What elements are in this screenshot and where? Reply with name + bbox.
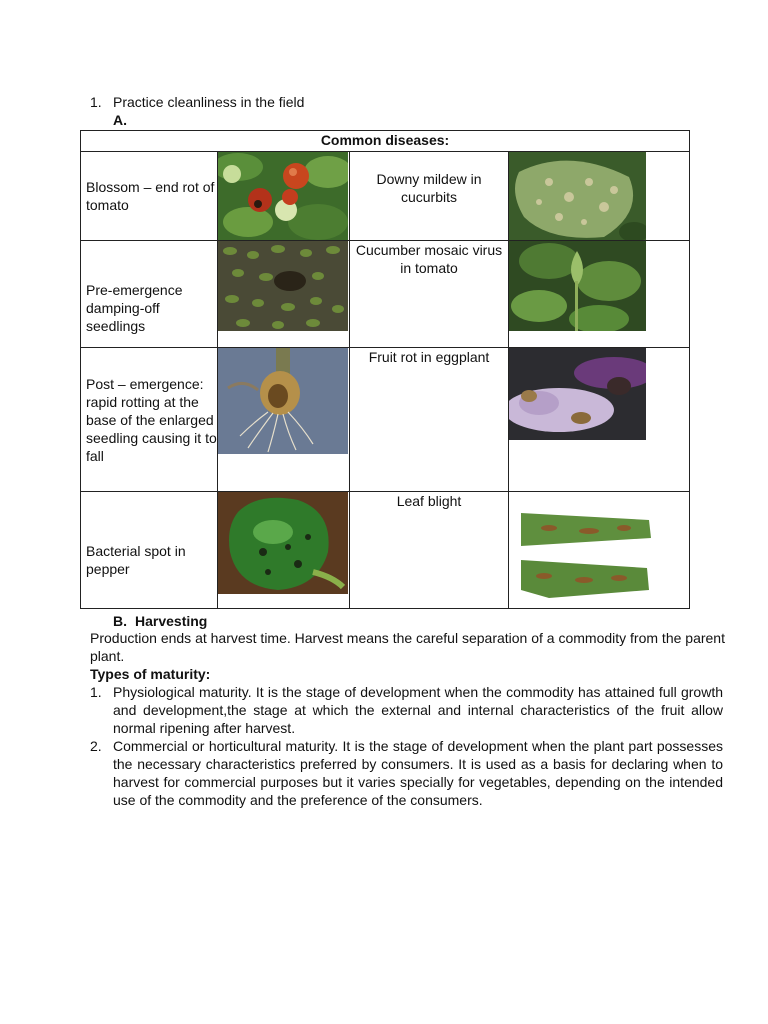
disease-label: Cucumber mosaic virus in tomato	[350, 241, 509, 348]
disease-label: Fruit rot in eggplant	[350, 348, 509, 492]
photo-cell	[509, 152, 690, 241]
damping-off-photo	[218, 241, 348, 331]
maturity-item-text: Commercial or horticultural maturity. It is the stage of development when the plant part possesses the necessary characteristics preferred by consumers. It is used as a basis for declaring when to harvest for commercial purposes but it varies specially for vegetables, depending on the intended use of the commodity and the preference of the consumers.	[113, 738, 723, 808]
intro-item-text: Practice cleanliness in the field	[113, 94, 305, 110]
post-emergence-rot-photo	[218, 348, 348, 454]
maturity-item-text: Physiological maturity. It is the stage of development when the commodity has attained full growth and development,the stage at which the external and internal characteristics of the fruit allow normal ripening after harvest.	[113, 684, 723, 736]
downy-mildew-photo	[509, 152, 646, 240]
table-row	[81, 348, 690, 492]
disease-label: Bacterial spot in pepper	[81, 492, 218, 609]
diseases-table	[80, 130, 690, 609]
section-a-label: A.	[113, 112, 127, 128]
table-row	[81, 152, 690, 241]
table-title: Common diseases:	[81, 131, 690, 152]
disease-label: Leaf blight	[350, 492, 509, 609]
disease-label: Blossom – end rot of tomato	[81, 152, 218, 241]
maturity-heading: Types of maturity:	[90, 666, 211, 682]
bacterial-spot-pepper-photo	[218, 492, 348, 594]
photo-cell	[509, 348, 690, 492]
photo-cell	[218, 241, 350, 348]
photo-cell	[509, 492, 690, 609]
disease-label: Downy mildew in cucurbits	[350, 152, 509, 241]
maturity-item-number: 2.	[90, 738, 102, 754]
cucumber-mosaic-photo	[509, 241, 646, 331]
photo-cell	[509, 241, 690, 348]
table-row	[81, 492, 690, 609]
tomato-blossom-end-rot-photo	[218, 152, 348, 240]
disease-label: Post – emergence: rapid rotting at the base of the enlarged seedling causing it to fall	[81, 348, 218, 492]
photo-cell	[218, 152, 350, 241]
harvesting-paragraph: Production ends at harvest time. Harvest means the careful separation of a commodity from the parent plant.	[90, 630, 725, 664]
eggplant-fruit-rot-photo	[509, 348, 646, 440]
section-b-label: B.	[113, 613, 127, 629]
photo-cell	[218, 348, 350, 492]
intro-item-number: 1.	[90, 94, 102, 110]
disease-label: Pre-emergence damping-off seedlings	[81, 241, 218, 348]
table-row	[81, 241, 690, 348]
maturity-item-number: 1.	[90, 684, 102, 700]
leaf-blight-photo	[519, 498, 659, 608]
harvesting-heading: Harvesting	[135, 613, 208, 629]
photo-cell	[218, 492, 350, 609]
